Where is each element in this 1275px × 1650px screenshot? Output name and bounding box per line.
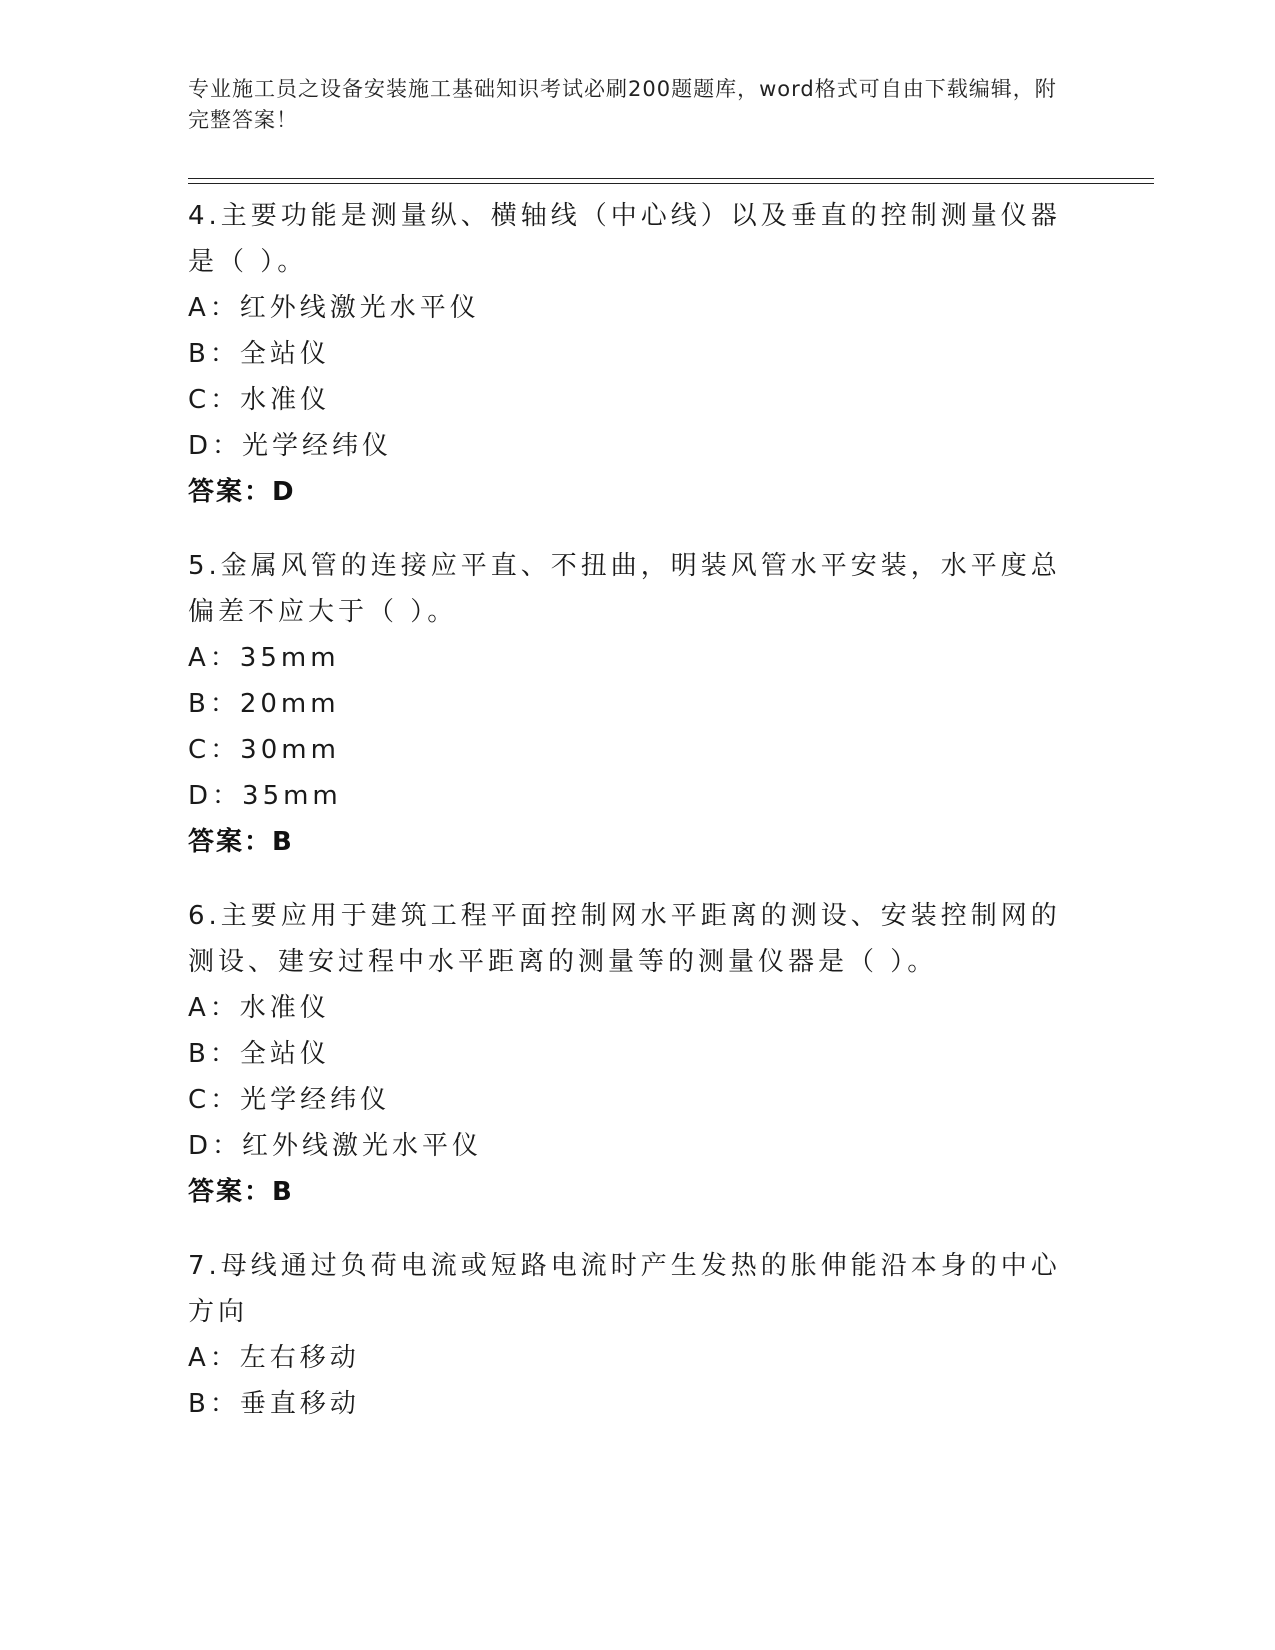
option-c: C：水准仪 bbox=[188, 385, 331, 415]
option-a: A：左右移动 bbox=[188, 1343, 360, 1373]
question-item bbox=[188, 893, 1068, 1215]
answer-label: 答案：B bbox=[188, 827, 294, 857]
option-a: A：35mm bbox=[188, 643, 340, 673]
question-stem: 6.主要应用于建筑工程平面控制网水平距离的测设、安装控制网的测设、建安过程中水平距离的测量等的测量仪器是（ ）。 bbox=[188, 901, 1061, 977]
option-d: D：35mm bbox=[188, 781, 342, 811]
option-b: B：20mm bbox=[188, 689, 340, 719]
header-divider-top bbox=[188, 178, 1154, 179]
answer-label: 答案：D bbox=[188, 477, 296, 507]
question-item bbox=[188, 193, 1068, 515]
option-a: A：水准仪 bbox=[188, 993, 330, 1023]
question-item bbox=[188, 1243, 1068, 1427]
answer-label: 答案：B bbox=[188, 1177, 294, 1207]
question-stem: 5.金属风管的连接应平直、不扭曲，明装风管水平安装，水平度总偏差不应大于（ ）。 bbox=[188, 551, 1061, 627]
option-a: A：红外线激光水平仪 bbox=[188, 293, 480, 323]
question-stem: 4.主要功能是测量纵、横轴线（中心线）以及垂直的控制测量仪器是（ ）。 bbox=[188, 201, 1061, 277]
option-b: B：全站仪 bbox=[188, 339, 330, 369]
option-c: C：30mm bbox=[188, 735, 340, 765]
option-d: D：红外线激光水平仪 bbox=[188, 1131, 483, 1161]
option-b: B：全站仪 bbox=[188, 1039, 330, 1069]
option-b: B：垂直移动 bbox=[188, 1389, 360, 1419]
header-divider-bottom bbox=[188, 183, 1154, 184]
question-stem: 7.母线通过负荷电流或短路电流时产生发热的胀伸能沿本身的中心方向 bbox=[188, 1251, 1061, 1327]
question-list bbox=[188, 193, 1068, 1455]
option-d: D：光学经纬仪 bbox=[188, 431, 393, 461]
option-c: C：光学经纬仪 bbox=[188, 1085, 391, 1115]
document-header: 专业施工员之设备安装施工基础知识考试必刷200题题库，word格式可自由下载编辑，附完整答案！ bbox=[188, 77, 1057, 132]
question-item bbox=[188, 543, 1068, 865]
